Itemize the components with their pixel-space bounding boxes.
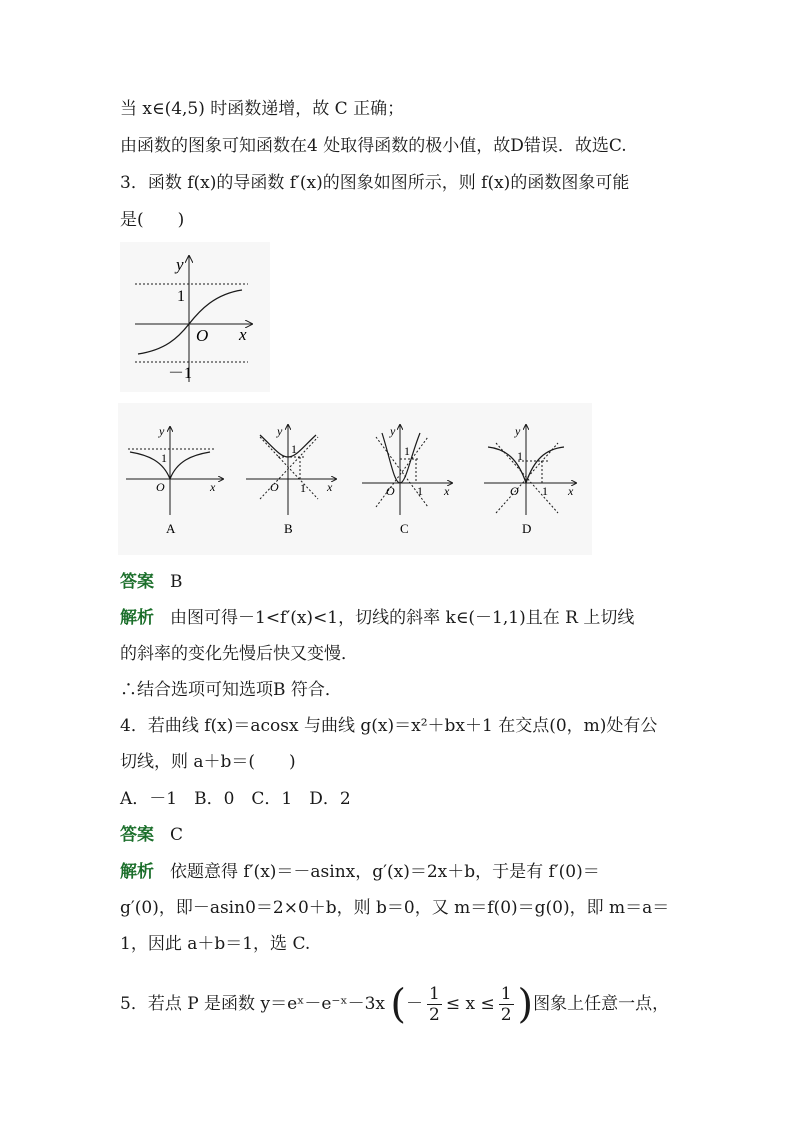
analysis-3-text-1: 由图可得－1<f′(x)<1，切线的斜率 k∈(－1,1)且在 R 上切线 [170,608,635,628]
options-figure [118,403,592,555]
option-b-origin: O [270,480,279,494]
option-d-origin: O [510,484,519,498]
question-3-line-1: 3．函数 f(x)的导函数 f′(x)的图象如图所示，则 f(x)的函数图象可能 [120,173,630,193]
tick-label-neg1: －1 [168,365,193,382]
question-3-line-2: 是( ) [120,210,185,230]
option-a-x-label: x [210,480,216,494]
analysis-4-line-1 [120,862,600,882]
fraction-half [499,984,514,1025]
option-b-graph [246,424,336,536]
fraction-1-numerator: 1 [429,984,440,1004]
question-4-line-2: 切线，则 a＋b＝( ) [120,752,296,772]
option-d-x-label: x [568,484,574,498]
option-d-tick-1: 1 [517,449,523,463]
tick-label-1: 1 [177,288,185,305]
y-axis-label: y [176,255,184,274]
paren-close-icon: ) [517,981,534,1028]
answer-4-label: 答案 [120,825,154,845]
option-c-x-tick-1: 1 [417,484,423,498]
analysis-4-line-2: g′(0)，即－asin0＝2×0＋b，则 b＝0，又 m＝f(0)＝g(0)，即 m＝a＝ [120,898,670,918]
answer-3-label: 答案 [120,572,154,592]
option-c-tick-1: 1 [404,444,410,458]
derivative-curve [138,290,242,354]
analysis-4-text-1: 依题意得 f′(x)＝－asinx，g′(x)＝2x＋b，于是有 f′(0)＝ [170,862,600,882]
option-d-x-tick-1: 1 [542,484,548,498]
question-5-suffix: 图象上任意一点， [533,994,670,1014]
text-line-2: 由函数的图象可知函数在4 处取得函数的极小值，故D错误．故选C. [120,136,627,156]
answer-3 [120,572,183,592]
analysis-4-label: 解析 [120,862,154,882]
option-b-caption: B [284,521,293,536]
option-c-caption: C [400,521,409,536]
option-a-graph [126,424,223,536]
option-d-y-label: y [515,424,521,438]
derivative-graph-figure [120,242,270,392]
option-c-x-label: x [444,484,450,498]
fraction-1-denominator: 2 [429,1005,440,1025]
paren-open-icon: ( [390,981,406,1028]
answer-3-value: B [170,572,183,592]
option-b-x-tick-1: 1 [300,481,306,495]
fraction-neg-half [427,984,442,1025]
options-graphs [118,403,592,555]
question-5-minus: － [406,994,423,1014]
question-5-inequality: ≤ x ≤ [445,994,495,1014]
answer-4 [120,825,183,845]
option-b-x-label: x [327,480,333,494]
option-a-caption: A [166,521,176,536]
option-c-y-label: y [390,424,396,438]
option-a-tick-1: 1 [161,451,167,465]
option-b-tick-1: 1 [291,442,297,456]
question-5-prefix: 5．若点 P 是函数 y＝eˣ－e⁻ˣ－3x [120,994,385,1014]
fraction-2-numerator: 1 [500,984,512,1004]
question-5-line-1 [120,981,670,1028]
option-c-origin: O [386,484,395,498]
option-a-origin: O [156,480,165,494]
analysis-3-line-1 [120,608,634,628]
option-c-graph [362,424,452,536]
option-b-y-label: y [277,424,283,438]
analysis-3-label: 解析 [120,608,154,628]
analysis-3-line-2: 的斜率的变化先慢后快又变慢． [120,644,358,664]
question-4-options: A．－1 B．0 C．1 D．2 [120,789,351,809]
question-4-line-1: 4．若曲线 f(x)＝acosx 与曲线 g(x)＝x²＋bx＋1 在交点(0，m)处有公 [120,716,658,736]
fraction-2-denominator: 2 [500,1005,512,1025]
option-d-caption: D [522,521,532,536]
text-line-1: 当 x∈(4,5) 时函数递增，故 C 正确； [120,99,405,119]
derivative-graph [120,242,270,392]
option-d-graph [484,424,576,536]
x-axis-label: x [239,325,247,344]
option-a-y-label: y [159,424,165,438]
analysis-3-line-3: ∴结合选项可知选项B 符合． [120,680,342,700]
analysis-4-line-3: 1，因此 a＋b＝1，选 C. [120,934,311,954]
origin-label: O [196,326,209,345]
answer-4-value: C [170,825,184,845]
